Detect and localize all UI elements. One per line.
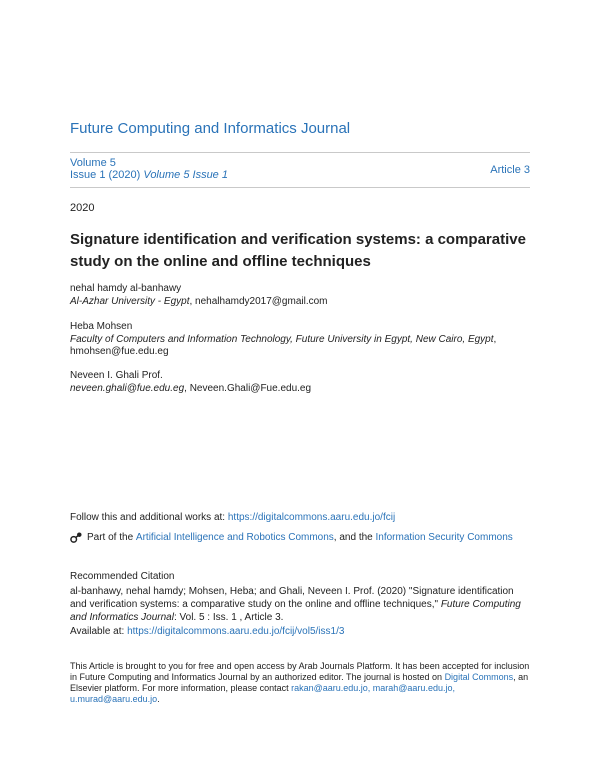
ai-robotics-commons-link[interactable]: Artificial Intelligence and Robotics Commons bbox=[135, 532, 334, 543]
citation-tail: : Vol. 5 : Iss. 1 , Article 3. bbox=[173, 612, 284, 623]
available-link[interactable]: https://digitalcommons.aaru.edu.jo/fcij/vol5/iss1/3 bbox=[127, 626, 345, 637]
author-affiliation: Al-Azhar University - Egypt bbox=[70, 296, 190, 307]
citation-journal: Future Computing and Informatics Journal bbox=[70, 599, 521, 623]
author-name: nehal hamdy al-banhawy bbox=[70, 283, 182, 294]
journal-title[interactable]: Future Computing and Informatics Journal bbox=[70, 120, 351, 137]
recommended-citation-heading: Recommended Citation bbox=[70, 571, 175, 582]
author-email: , nehalhamdy2017@gmail.com bbox=[189, 296, 328, 307]
volume-link[interactable]: Volume 5 bbox=[70, 157, 116, 169]
digital-commons-link[interactable]: Digital Commons bbox=[444, 672, 514, 682]
access-notice bbox=[70, 661, 530, 705]
top-divider bbox=[70, 152, 530, 153]
author-entry bbox=[70, 321, 530, 358]
follow-text: Follow this and additional works at: bbox=[70, 512, 228, 523]
follow-link[interactable]: https://digitalcommons.aaru.edu.jo/fcij bbox=[227, 512, 396, 523]
author-name: Heba Mohsen bbox=[70, 321, 133, 332]
author-name: Neveen I. Ghali Prof. bbox=[70, 370, 163, 381]
commons-network-icon bbox=[70, 531, 83, 544]
part-of-middle: , and the bbox=[333, 532, 373, 543]
author-entry bbox=[70, 370, 530, 395]
article-number[interactable]: Article 3 bbox=[490, 164, 530, 176]
part-of-line bbox=[70, 531, 513, 544]
author-affiliation: neveen.ghali@fue.edu.eg bbox=[70, 383, 185, 394]
notice-text-2: , an Elsevier platform. For more information, please contact bbox=[70, 672, 529, 693]
notice-text-1: This Article is brought to you for free and open access by Arab Journals Platform. It has been accepted for inclusion in Future Computing and Informatics Journal by an authorized editor. The journal is hosted on bbox=[70, 661, 530, 682]
author-affiliation: Faculty of Computers and Information Technology, Future University in Egypt, New Cairo, Egypt bbox=[70, 334, 494, 345]
author-email: , hmohsen@fue.edu.eg bbox=[70, 334, 497, 357]
follow-line bbox=[70, 512, 395, 523]
volume-issue-block bbox=[70, 157, 228, 181]
contact-emails-link[interactable]: rakan@aaru.edu.jo, marah@aaru.edu.jo, u.murad@aaru.edu.jo bbox=[70, 683, 455, 704]
paper-title: Signature identification and verification systems: a comparative study on the online and offline techniques bbox=[70, 231, 526, 270]
publication-year: 2020 bbox=[70, 202, 95, 214]
notice-text-3: . bbox=[157, 694, 160, 704]
author-email: , Neveen.Ghali@Fue.edu.eg bbox=[184, 383, 312, 394]
middle-divider bbox=[70, 187, 530, 188]
citation-plain: al-banhawy, nehal hamdy; Mohsen, Heba; and Ghali, Neveen I. Prof. (2020) "Signature identification and verification systems: a comparative study on the online and offline techniques," bbox=[70, 586, 514, 610]
information-security-commons-link[interactable]: Information Security Commons bbox=[375, 532, 513, 543]
citation-body bbox=[70, 585, 530, 624]
issue-link[interactable]: Issue 1 (2020) bbox=[70, 169, 141, 181]
author-entry bbox=[70, 283, 530, 308]
part-of-prefix: Part of the bbox=[87, 532, 134, 543]
available-at-line bbox=[70, 626, 344, 637]
available-label: Available at: bbox=[70, 626, 128, 637]
issue-italic-link[interactable]: Volume 5 Issue 1 bbox=[143, 169, 228, 181]
